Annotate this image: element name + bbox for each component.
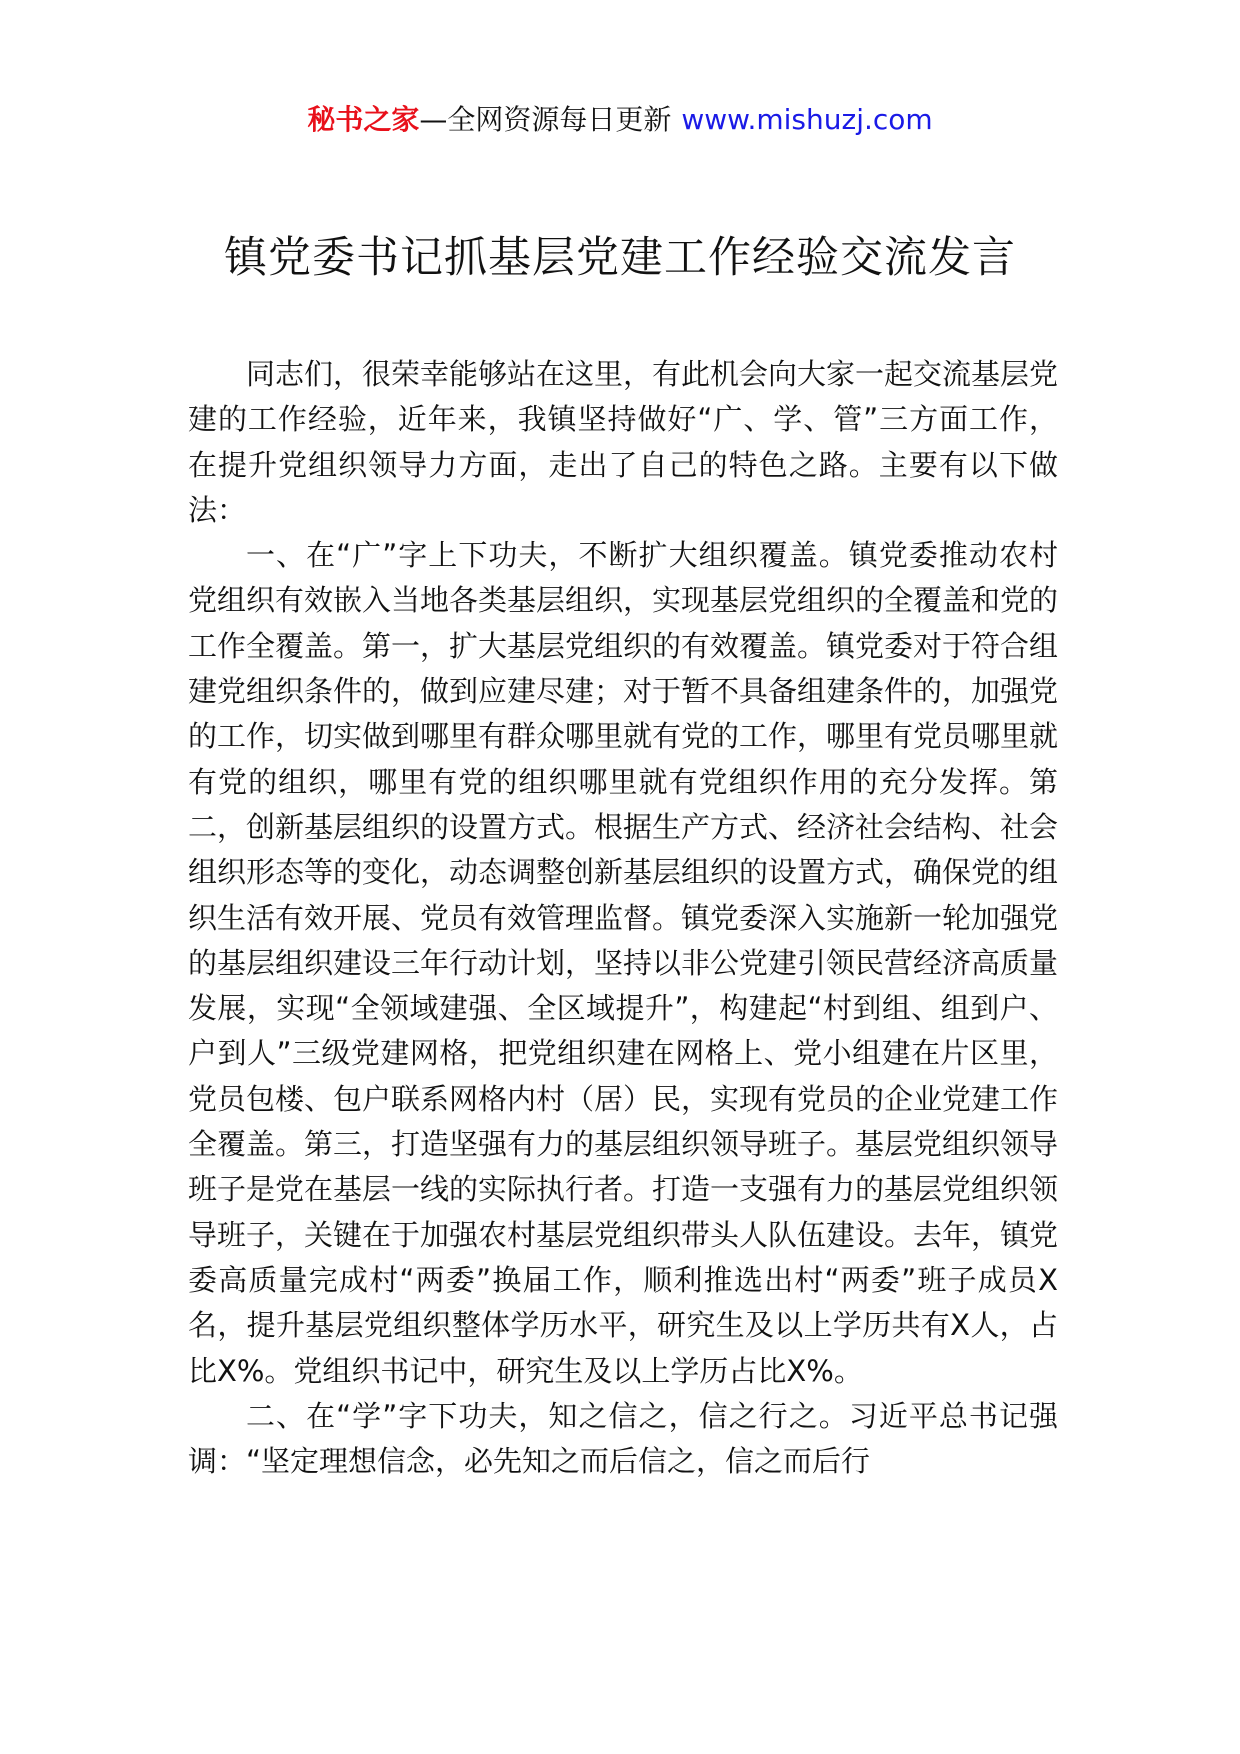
paragraph-intro: 同志们，很荣幸能够站在这里，有此机会向大家一起交流基层党建的工作经验，近年来，我镇坚持做好“广、学、管”三方面工作，在提升党组织领导力方面，走出了自己的特色之路。主要有以下做法：: [188, 357, 1059, 527]
paragraph-section-two: 二、在“学”字下功夫，知之信之，信之行之。习近平总书记强调：“坚定理想信念，必先知之而后信之，信之而后行: [188, 1398, 1058, 1479]
site-url-link[interactable]: www.mishuzj.com: [681, 103, 933, 136]
header-tagline: —全网资源每日更新: [419, 103, 672, 136]
paragraph-section-one: 一、在“广”字上下功夫，不断扩大组织覆盖。镇党委推动农村党组织有效嵌入当地各类基层组织，实现基层党组织的全覆盖和党的工作全覆盖。第一，扩大基层党组织的有效覆盖。镇党委对于符合组建党组织条件的，做到应建尽建；对于暂不具备组建条件的，加强党的工作，切实做到哪里有群众哪里就有党的工作，哪里有党员哪里就有党的组织，哪里有党的组织哪里就有党组织作用的充分发挥。第二，创新基层组织的设置方式。根据生产方式、经济社会结构、社会组织形态等的变化，动态调整创新基层组织的设置方式，确保党的组织生活有效开展、党员有效管理监督。镇党委深入实施新一轮加强党的基层组织建设三年行动计划，坚持以非公党建引领民营经济高质量发展，实现“全领域建强、全区域提升”，构建起“村到组、组到户、户到人”三级党建网格，把党组织建在网格上、党小组建在片区里，党员包楼、包户联系网格内村（居）民，实现有党员的企业党建工作全覆盖。第三，打造坚强有力的基层组织领导班子。基层党组织领导班子是党在基层一线的实际执行者。打造一支强有力的基层党组织领导班子，关键在于加强农村基层党组织带头人队伍建设。去年，镇党委高质量完成村“两委”换届工作，顺利推选出村“两委”班子成员X名，提升基层党组织整体学历水平，研究生及以上学历共有X人，占比X%。党组织书记中，研究生及以上学历占比X%。: [188, 538, 1059, 1388]
brand-name: 秘书之家: [307, 103, 420, 136]
document-body: [188, 352, 1058, 1484]
document-title: 镇党委书记抓基层党建工作经验交流发言: [224, 233, 1016, 283]
page-header: [0, 100, 1240, 140]
